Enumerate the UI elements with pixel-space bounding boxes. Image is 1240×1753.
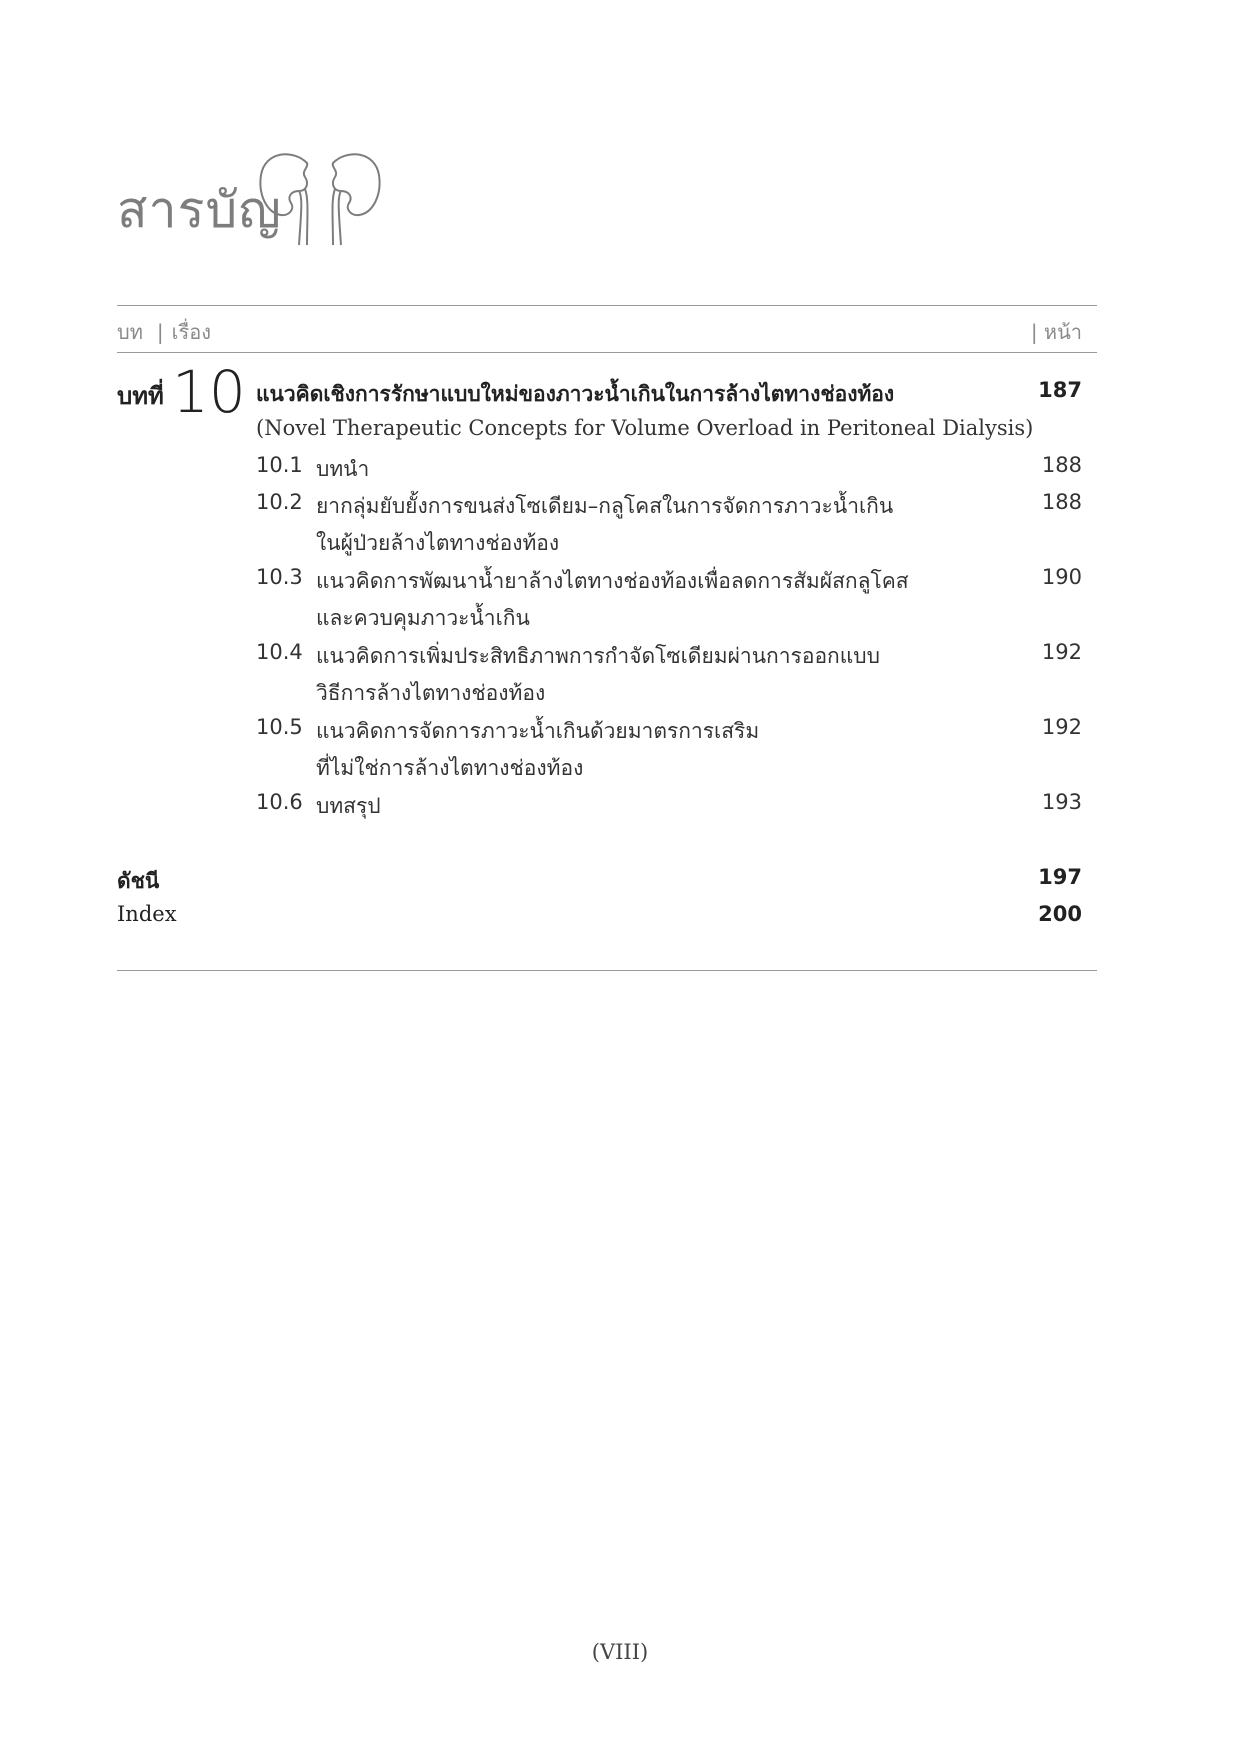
toc-entry-thai-index[interactable]: ดัชนี [117,869,160,893]
section-title-continued: ที่ไม่ใช่การล้างไตทางช่องท้อง [316,756,584,780]
section-title: แนวคิดการจัดการภาวะน้ำเกินด้วยมาตรการเสริม [316,719,760,743]
col-page-label: | หน้า [1030,320,1082,344]
section-number: 10.4 [256,640,303,664]
section-number: 10.2 [256,490,303,514]
section-title-continued: และควบคุมภาวะน้ำเกิน [316,606,530,630]
section-page-number: 192 [1041,715,1082,739]
section-page-number: 190 [1041,565,1082,589]
footer-page-number: (VIII) [591,1640,649,1664]
kidney-icon [255,145,385,250]
section-title-continued: วิธีการล้างไตทางช่องท้อง [316,681,546,705]
section-title: แนวคิดการพัฒนาน้ำยาล้างไตทางช่องท้องเพื่อลดการสัมผัสกลูโคส [316,569,909,593]
page-title: สารบัญ [117,181,282,239]
header-separator: | [156,320,164,344]
toc-entry-index[interactable]: Index [117,902,177,926]
chapter-title[interactable]: แนวคิดเชิงการรักษาแบบใหม่ของภาวะน้ำเกินในการล้างไตทางช่องท้อง [256,382,895,406]
col-chapter-label: บท [117,320,143,344]
section-page-number: 193 [1041,790,1082,814]
chapter-subtitle: (Novel Therapeutic Concepts for Volume Overload in Peritoneal Dialysis) [256,416,1034,440]
toc-header [117,316,1082,344]
bottom-divider [117,970,1097,971]
section-number: 10.3 [256,565,303,589]
chapter-page-number: 187 [1038,378,1082,402]
section-page-number: 188 [1041,453,1082,477]
index-page-number: 200 [1038,902,1082,926]
section-number: 10.6 [256,790,303,814]
section-title: ยากลุ่มยับยั้งการขนส่งโซเดียม–กลูโคสในการจัดการภาวะน้ำเกิน [316,494,894,518]
chapter-number: 10 [172,358,246,426]
section-number: 10.5 [256,715,303,739]
section-title: บทนำ [316,457,370,481]
section-title: แนวคิดการเพิ่มประสิทธิภาพการกำจัดโซเดียมผ่านการออกแบบ [316,644,880,668]
section-title-continued: ในผู้ป่วยล้างไตทางช่องท้อง [316,531,560,555]
section-number: 10.1 [256,453,303,477]
section-title: บทสรุป [316,794,381,818]
section-page-number: 188 [1041,490,1082,514]
chapter-label: บทที่ [117,382,164,410]
header-divider [117,352,1097,353]
top-divider [117,305,1097,306]
col-topic-label: เรื่อง [171,320,211,344]
section-page-number: 192 [1041,640,1082,664]
thai-index-page-number: 197 [1038,865,1082,889]
toc-header-left [117,316,211,348]
